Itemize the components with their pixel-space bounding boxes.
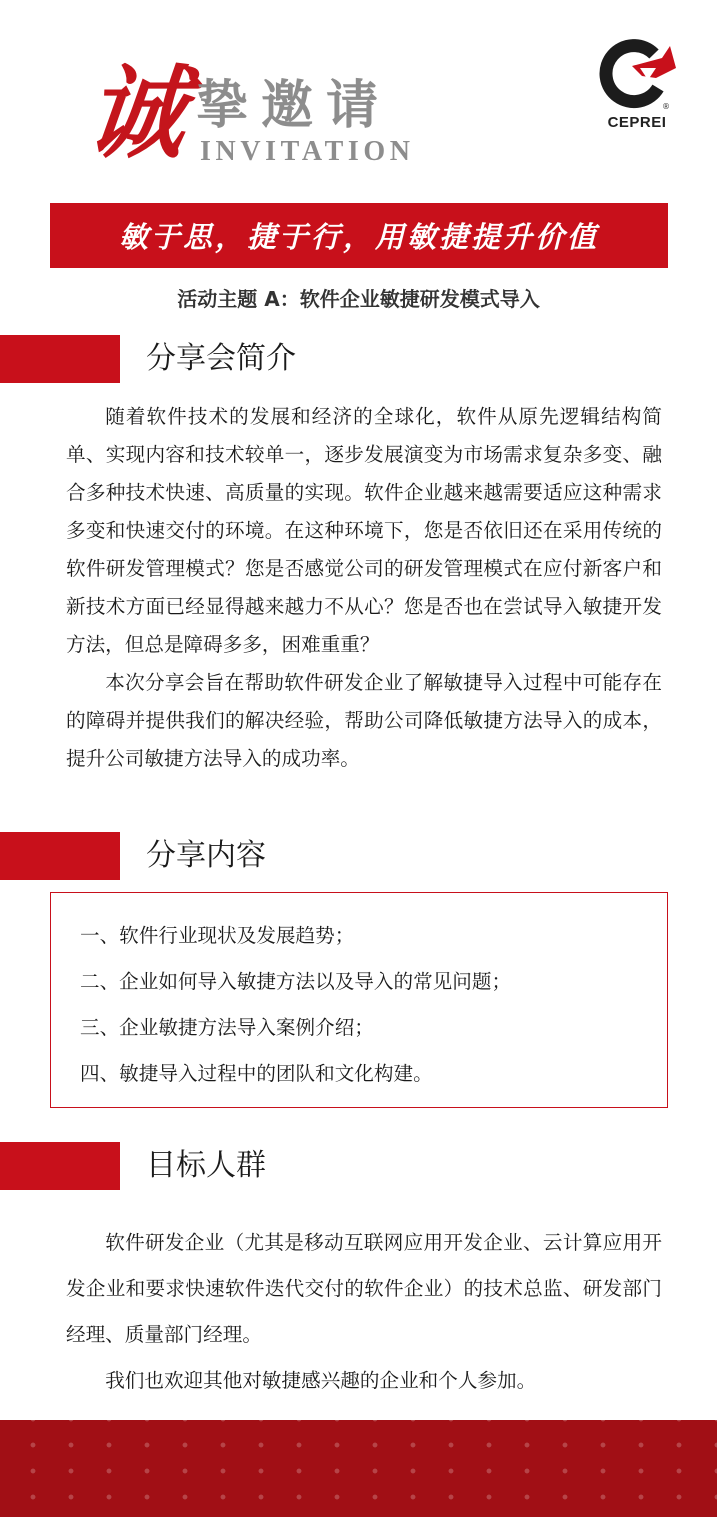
target-audience-body [66,1220,662,1404]
section-accent-bar [0,1142,120,1190]
content-item: 二、企业如何导入敏捷方法以及导入的常见问题； [80,970,512,993]
ceprei-logo [596,38,678,134]
target-paragraph-1: 软件研发企业（尤其是移动互联网应用开发企业、云计算应用开发企业和要求快速软件迭代交付的软件企业）的技术总监、研发部门经理、质量部门经理。 [66,1231,662,1346]
section-accent-bar [0,832,120,880]
registered-mark: ® [662,102,670,111]
event-theme: 活动主题 A：软件企业敏捷研发模式导入 [177,287,540,311]
target-paragraph-2: 我们也欢迎其他对敏捷感兴趣的企业和个人参加。 [105,1369,537,1392]
section-title-target: 目标人群 [146,1148,266,1183]
content-item: 三、企业敏捷方法导入案例介绍； [80,1016,374,1039]
content-item: 四、敏捷导入过程中的团队和文化构建。 [80,1062,433,1085]
section-accent-bar [0,335,120,383]
section-header-intro [0,335,717,383]
invitation-header [0,0,717,200]
section-header-target [0,1142,717,1190]
logo-text: CEPREI [607,114,667,131]
title-invitation-en: INVITATION [200,136,415,167]
slogan-banner [50,203,668,268]
intro-paragraph-1: 随着软件技术的发展和经济的全球化，软件从原先逻辑结构简单、实现内容和技术较单一，逐步发展演变为市场需求复杂多变、融合多种技术快速、高质量的实现。软件企业越来越需要适应这种需求多变和快速交付的环境。在这种环境下，您是否依旧还在采用传统的软件研发管理模式？您是否感觉公司的研发管理模式在应付新客户和新技术方面已经显得越来越力不从心？您是否也在尝试导入敏捷开发方法，但总是障碍多多，困难重重？ [66,405,662,656]
intro-paragraph-2: 本次分享会旨在帮助软件研发企业了解敏捷导入过程中可能存在的障碍并提供我们的解决经验，帮助公司降低敏捷方法导入的成本，提升公司敏捷方法导入的成功率。 [66,671,662,770]
section-title-content: 分享内容 [146,838,266,873]
title-cheng: 诚 [79,54,193,172]
title-invitation-cn: 挚邀请 [196,75,392,136]
slogan-text: 敏于思，捷于行，用敏捷提升价值 [118,220,599,254]
footer-dotted-band [0,1420,717,1517]
content-item: 一、软件行业现状及发展趋势； [80,924,355,947]
intro-body [66,398,662,778]
section-title-intro: 分享会简介 [146,341,296,376]
section-header-content [0,832,717,880]
content-list-box [50,892,668,1108]
